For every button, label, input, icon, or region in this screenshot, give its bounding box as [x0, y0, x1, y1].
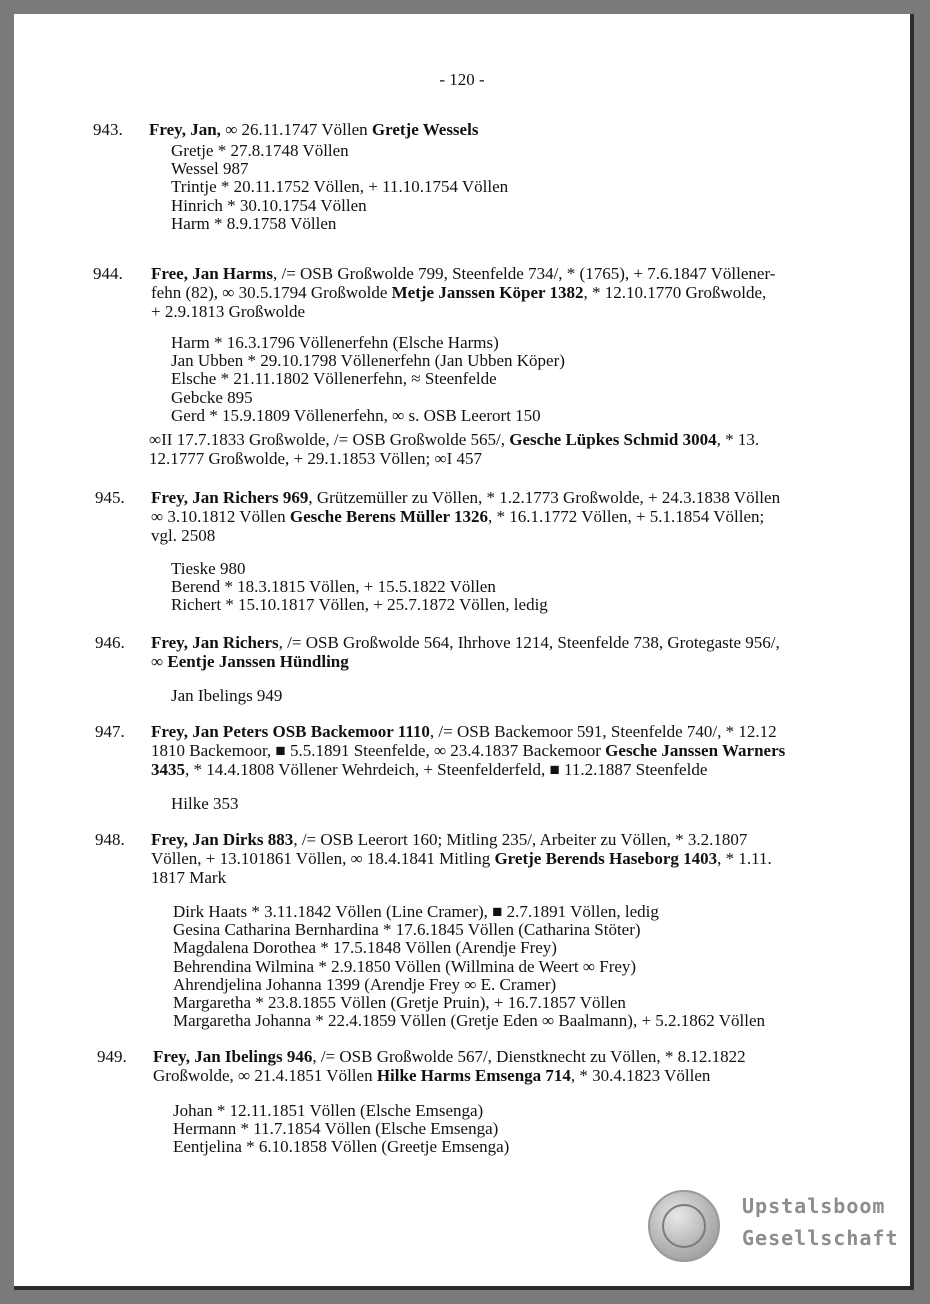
child-line: Margaretha * 23.8.1855 Völlen (Gretje Pruin), + 16.7.1857 Völlen [173, 993, 626, 1013]
entry-head [149, 120, 478, 139]
entry-head-line [151, 830, 772, 849]
page-number: - 120 - [439, 70, 485, 89]
entry-head [151, 722, 785, 779]
bold-name-segment: Frey, Jan Ibelings 946 [153, 1047, 313, 1066]
child-line: Jan Ubben * 29.10.1798 Völlenerfehn (Jan Ubben Köper) [171, 351, 565, 371]
child-line: Berend * 18.3.1815 Völlen, + 15.5.1822 Völlen [171, 577, 496, 597]
bold-name-segment: 3435 [151, 760, 185, 779]
child-line: Hilke 353 [171, 794, 239, 813]
entry-head-line [151, 760, 785, 779]
text-segment: ∞II 17.7.1833 Großwolde, /= OSB Großwolde 565/, [149, 430, 510, 449]
publisher-logo [648, 1186, 898, 1266]
child-line: Johan * 12.11.1851 Völlen (Elsche Emsenga) [173, 1101, 484, 1120]
text-segment: , * 1.11. [717, 849, 772, 868]
entry-head [151, 264, 775, 321]
bold-name-segment: Frey, Jan, [149, 120, 221, 139]
publisher-name-line2: Gesellschaft [742, 1226, 899, 1250]
child-line: Harm * 16.3.1796 Völlenerfehn (Elsche Harms) [171, 333, 499, 352]
entry-head-line [151, 526, 780, 545]
entry-head-line [151, 302, 775, 321]
entry-head-line [151, 264, 775, 283]
bold-name-segment: Frey, Jan Peters OSB Backemoor 1110 [151, 722, 430, 741]
child-line: Tieske 980 [171, 559, 246, 578]
entry-head [151, 830, 772, 887]
entry-number: 943. [93, 120, 123, 139]
text-segment: , /= OSB Großwolde 564, Ihrhove 1214, Steenfelde 738, Grotegaste 956/, [278, 633, 780, 652]
entry-head [151, 633, 780, 671]
document-page [14, 14, 914, 1290]
text-segment: Großwolde, ∞ 21.4.1851 Völlen [153, 1066, 377, 1085]
text-segment: + 2.9.1813 Großwolde [151, 302, 306, 321]
children-list [171, 687, 282, 705]
bold-name-segment: Eentje Janssen Hündling [167, 652, 349, 671]
entry-head-line [151, 868, 772, 887]
text-segment: , * 12.10.1770 Großwolde, [583, 283, 767, 302]
children-list [171, 560, 548, 615]
entry-number: 948. [95, 830, 125, 849]
text-segment: , * 14.4.1808 Völlener Wehrdeich, + Steenfelderfeld, ■ 11.2.1887 Steenfelde [185, 760, 708, 779]
child-line: Behrendina Wilmina * 2.9.1850 Völlen (Willmina de Weert ∞ Frey) [173, 956, 637, 976]
text-segment: , /= OSB Leerort 160; Mitling 235/, Arbeiter zu Völlen, * 3.2.1807 [293, 830, 748, 849]
seal-icon [648, 1190, 720, 1262]
bold-name-segment: Gretje Wessels [371, 120, 479, 139]
bold-name-segment: Metje Janssen Köper 1382 [391, 283, 584, 302]
entry-number: 944. [93, 264, 123, 283]
publisher-name-line1: Upstalsboom [742, 1194, 886, 1218]
entry-head [153, 1047, 746, 1085]
child-line: Hinrich * 30.10.1754 Völlen [171, 195, 367, 215]
entry-head-line [151, 741, 785, 760]
entry-head [151, 488, 780, 545]
children-list [171, 795, 239, 813]
text-segment: , /= OSB Großwolde 567/, Dienstknecht zu Völlen, * 8.12.1822 [312, 1047, 746, 1066]
bold-name-segment: Gesche Lüpkes Schmid 3004 [509, 430, 717, 449]
text-segment: , Grützemüller zu Völlen, * 1.2.1773 Großwolde, + 24.3.1838 Völlen [308, 488, 781, 507]
child-line: Wessel 987 [171, 159, 249, 179]
text-segment: 1810 Backemoor, ■ 5.5.1891 Steenfelde, ∞ 23.4.1837 Backemoor [151, 741, 606, 760]
child-line: Dirk Haats * 3.11.1842 Völlen (Line Cramer), ■ 2.7.1891 Völlen, ledig [173, 902, 659, 921]
bold-name-segment: Frey, Jan Richers [151, 633, 279, 652]
bold-name-segment: Hilke Harms Emsenga 714 [376, 1066, 571, 1085]
text-segment: fehn (82), ∞ 30.5.1794 Großwolde [151, 283, 392, 302]
entry-number: 945. [95, 488, 125, 507]
second-marriage-line [149, 430, 759, 449]
bold-name-segment: Gesche Berens Müller 1326 [289, 507, 488, 526]
text-segment: ∞ 26.11.1747 Völlen [220, 120, 372, 139]
children-list [171, 142, 508, 233]
child-line: Gebcke 895 [171, 387, 253, 407]
child-line: Jan Ibelings 949 [171, 686, 283, 705]
bold-name-segment: Gretje Berends Haseborg 1403 [494, 849, 718, 868]
children-list [173, 903, 765, 1030]
child-line: Eentjelina * 6.10.1858 Völlen (Greetje Emsenga) [173, 1137, 510, 1157]
entry-head-line [151, 488, 780, 507]
entry-number: 946. [95, 633, 125, 652]
child-line: Harm * 8.9.1758 Völlen [171, 213, 337, 233]
child-line: Hermann * 11.7.1854 Völlen (Elsche Emsenga) [173, 1119, 499, 1139]
entry-head-line [151, 283, 775, 302]
child-line: Trintje * 20.11.1752 Völlen, + 11.10.1754 Völlen [171, 177, 509, 197]
text-segment: vgl. 2508 [151, 526, 216, 545]
child-line: Magdalena Dorothea * 17.5.1848 Völlen (Arendje Frey) [173, 938, 557, 958]
second-marriage [149, 430, 759, 468]
children-list [173, 1102, 509, 1157]
entry-head-line [151, 507, 780, 526]
child-line: Gerd * 15.9.1809 Völlenerfehn, ∞ s. OSB Leerort 150 [171, 405, 541, 425]
bold-name-segment: Frey, Jan Richers 969 [151, 488, 309, 507]
entry-head-line [151, 652, 780, 671]
child-line: Gretje * 27.8.1748 Völlen [171, 141, 349, 160]
text-segment: , * 30.4.1823 Völlen [570, 1066, 711, 1085]
second-marriage-line [149, 449, 759, 468]
entry-number: 947. [95, 722, 125, 741]
bold-name-segment: Frey, Jan Dirks 883 [151, 830, 294, 849]
bold-name-segment: Gesche Janssen Warners [605, 741, 786, 760]
entry-head-line [153, 1066, 746, 1085]
entry-head-line [151, 849, 772, 868]
entry-head-line [149, 120, 478, 139]
child-line: Gesina Catharina Bernhardina * 17.6.1845 Völlen (Catharina Stöter) [173, 920, 641, 940]
text-segment: Völlen, + 13.101861 Völlen, ∞ 18.4.1841 Mitling [151, 849, 495, 868]
text-segment: , * 13. [716, 430, 760, 449]
text-segment: 1817 Mark [151, 868, 227, 887]
text-segment: 12.1777 Großwolde, + 29.1.1853 Völlen; ∞I 457 [149, 449, 483, 468]
text-segment: ∞ 3.10.1812 Völlen [151, 507, 290, 526]
children-list [171, 334, 565, 425]
child-line: Elsche * 21.11.1802 Völlenerfehn, ≈ Steenfelde [171, 369, 497, 389]
entry-head-line [151, 722, 785, 741]
entry-head-line [151, 633, 780, 652]
child-line: Margaretha Johanna * 22.4.1859 Völlen (Gretje Eden ∞ Baalmann), + 5.2.1862 Völlen [173, 1011, 766, 1031]
entry-number: 949. [97, 1047, 127, 1066]
text-segment: , /= OSB Backemoor 591, Steenfelde 740/, * 12.12 [429, 722, 777, 741]
child-line: Richert * 15.10.1817 Völlen, + 25.7.1872 Völlen, ledig [171, 595, 548, 615]
text-segment: , /= OSB Großwolde 799, Steenfelde 734/, * (1765), + 7.6.1847 Völlener- [272, 264, 776, 283]
text-segment: ∞ [151, 652, 168, 671]
entry-head-line [153, 1047, 746, 1066]
child-line: Ahrendjelina Johanna 1399 (Arendje Frey ∞ E. Cramer) [173, 974, 557, 994]
text-segment: , * 16.1.1772 Völlen, + 5.1.1854 Völlen; [488, 507, 765, 526]
bold-name-segment: Free, Jan Harms [151, 264, 273, 283]
